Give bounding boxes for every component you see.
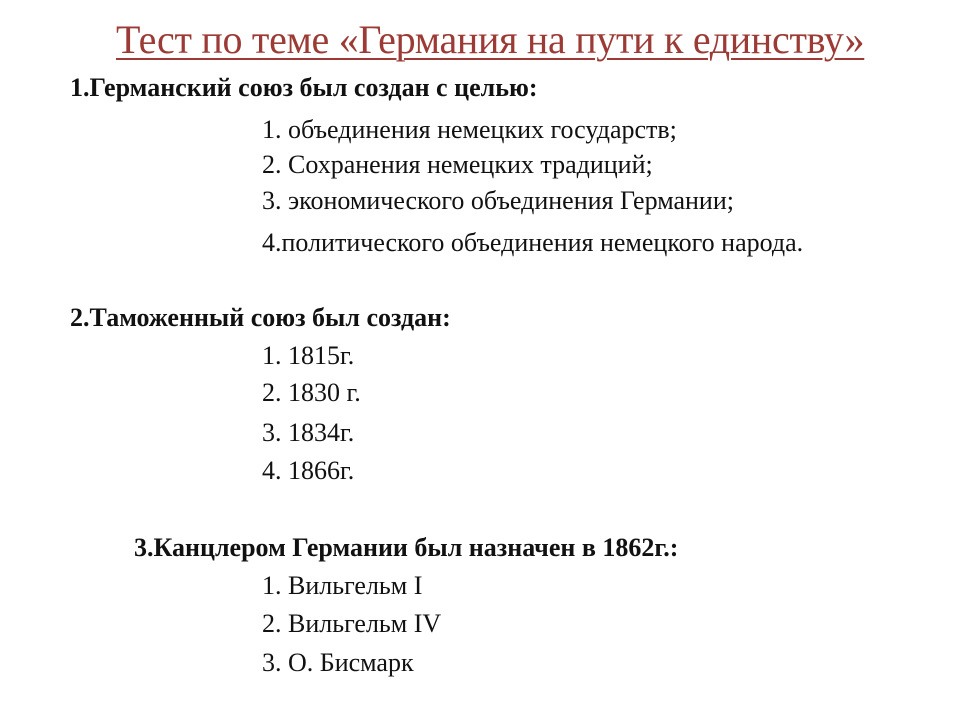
question-1-option-3: 3. экономического объединения Германии; xyxy=(262,186,734,215)
question-2-option-2: 2. 1830 г. xyxy=(262,378,361,407)
question-2: 2.Таможенный союз был создан: xyxy=(70,303,451,332)
question-3-option-2: 2. Вильгельм IV xyxy=(262,609,442,638)
question-2-option-1: 1. 1815г. xyxy=(262,341,355,370)
question-2-option-4: 4. 1866г. xyxy=(262,456,355,485)
question-1-option-1: 1. объединения немецких государств; xyxy=(262,115,677,144)
question-3-option-3: 3. О. Бисмарк xyxy=(262,648,414,677)
question-3-option-1: 1. Вильгельм I xyxy=(262,571,423,600)
question-1-option-4: 4.политического объединения немецкого народа. xyxy=(262,228,804,257)
question-2-option-3: 3. 1834г. xyxy=(262,418,355,447)
question-1-option-2: 2. Сохранения немецких традиций; xyxy=(262,150,653,179)
slide-title: Тест по теме «Германия на пути к единству» xyxy=(116,17,865,62)
question-1: 1.Германский союз был создан с целью: xyxy=(70,73,538,102)
question-3: 3.Канцлером Германии был назначен в 1862г.: xyxy=(134,533,679,562)
